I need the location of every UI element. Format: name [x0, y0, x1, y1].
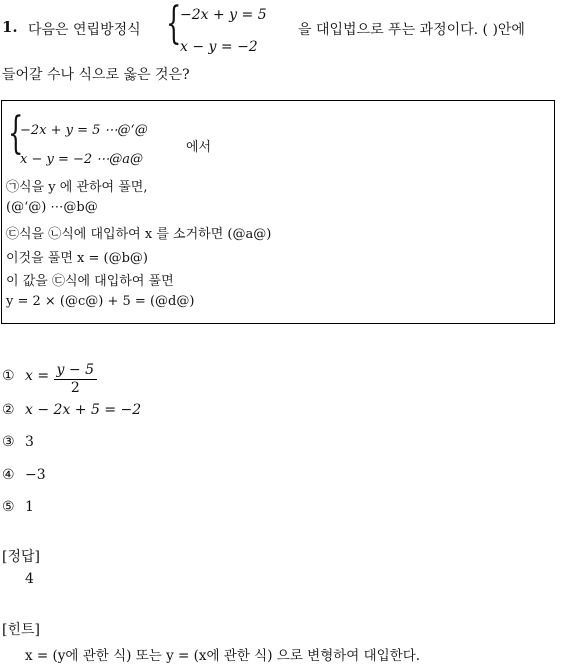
- choice-2[interactable]: [2, 402, 141, 418]
- hint-label: [힌트]: [2, 622, 40, 638]
- question-number: 1.: [2, 18, 18, 36]
- choice-2-mark: ②: [2, 402, 15, 418]
- box-line-6: y = 2 × (@c@) + 5 = (@d@): [6, 294, 195, 309]
- choice-1-denominator: 2: [70, 380, 80, 396]
- choice-3[interactable]: [2, 434, 34, 450]
- choice-3-mark: ③: [2, 434, 15, 450]
- question-line2: 들어갈 수나 식으로 옳은 것은?: [2, 67, 190, 83]
- answer-value: 4: [25, 571, 34, 587]
- box-line-5: 이 값을 ㉢식에 대입하여 풀면: [6, 274, 174, 289]
- box-line-4: 이것을 풀면 x = (@b@): [6, 251, 149, 266]
- choice-4[interactable]: [2, 467, 46, 483]
- system-brace: {: [166, 0, 182, 49]
- question-tail: 을 대입법으로 푸는 과정이다. ( )안에: [298, 22, 525, 38]
- hint-text: x = (y에 관한 식) 또는 y = (x에 관한 식) 으로 변형하여 대입한다.: [25, 648, 421, 664]
- choice-1-prefix: x =: [25, 368, 50, 384]
- choice-5-mark: ⑤: [2, 499, 15, 515]
- choice-3-text: 3: [25, 434, 34, 450]
- choice-4-text: −3: [25, 467, 46, 483]
- question-eq2: x − y = −2: [180, 39, 258, 55]
- box-line-1: ㉠식을 y 에 관하여 풀면,: [6, 180, 148, 195]
- question-intro: 다음은 연립방정식: [28, 22, 141, 38]
- choice-1[interactable]: [2, 362, 97, 397]
- box-line-3: ㉢식을 ㉡식에 대입하여 x 를 소거하면 (@a@): [6, 227, 272, 242]
- choice-2-text: x − 2x + 5 = −2: [25, 402, 142, 418]
- answer-label: [정답]: [2, 549, 40, 565]
- box-system-brace: {: [8, 108, 24, 159]
- box-eq1: −2x + y = 5 ⋯@‘@: [20, 123, 148, 138]
- choice-4-mark: ④: [2, 467, 15, 483]
- choice-1-numerator: y − 5: [54, 362, 97, 380]
- choice-1-mark: ①: [2, 368, 15, 384]
- choice-1-fraction: [54, 362, 97, 397]
- box-eseo: 에서: [186, 140, 212, 155]
- box-line-2: (@‘@) ⋯@b@: [6, 200, 98, 215]
- choice-5-text: 1: [25, 499, 34, 515]
- choice-5[interactable]: [2, 499, 34, 515]
- question-eq1: −2x + y = 5: [180, 7, 267, 23]
- box-eq2: x − y = −2 ⋯@a@: [20, 152, 144, 167]
